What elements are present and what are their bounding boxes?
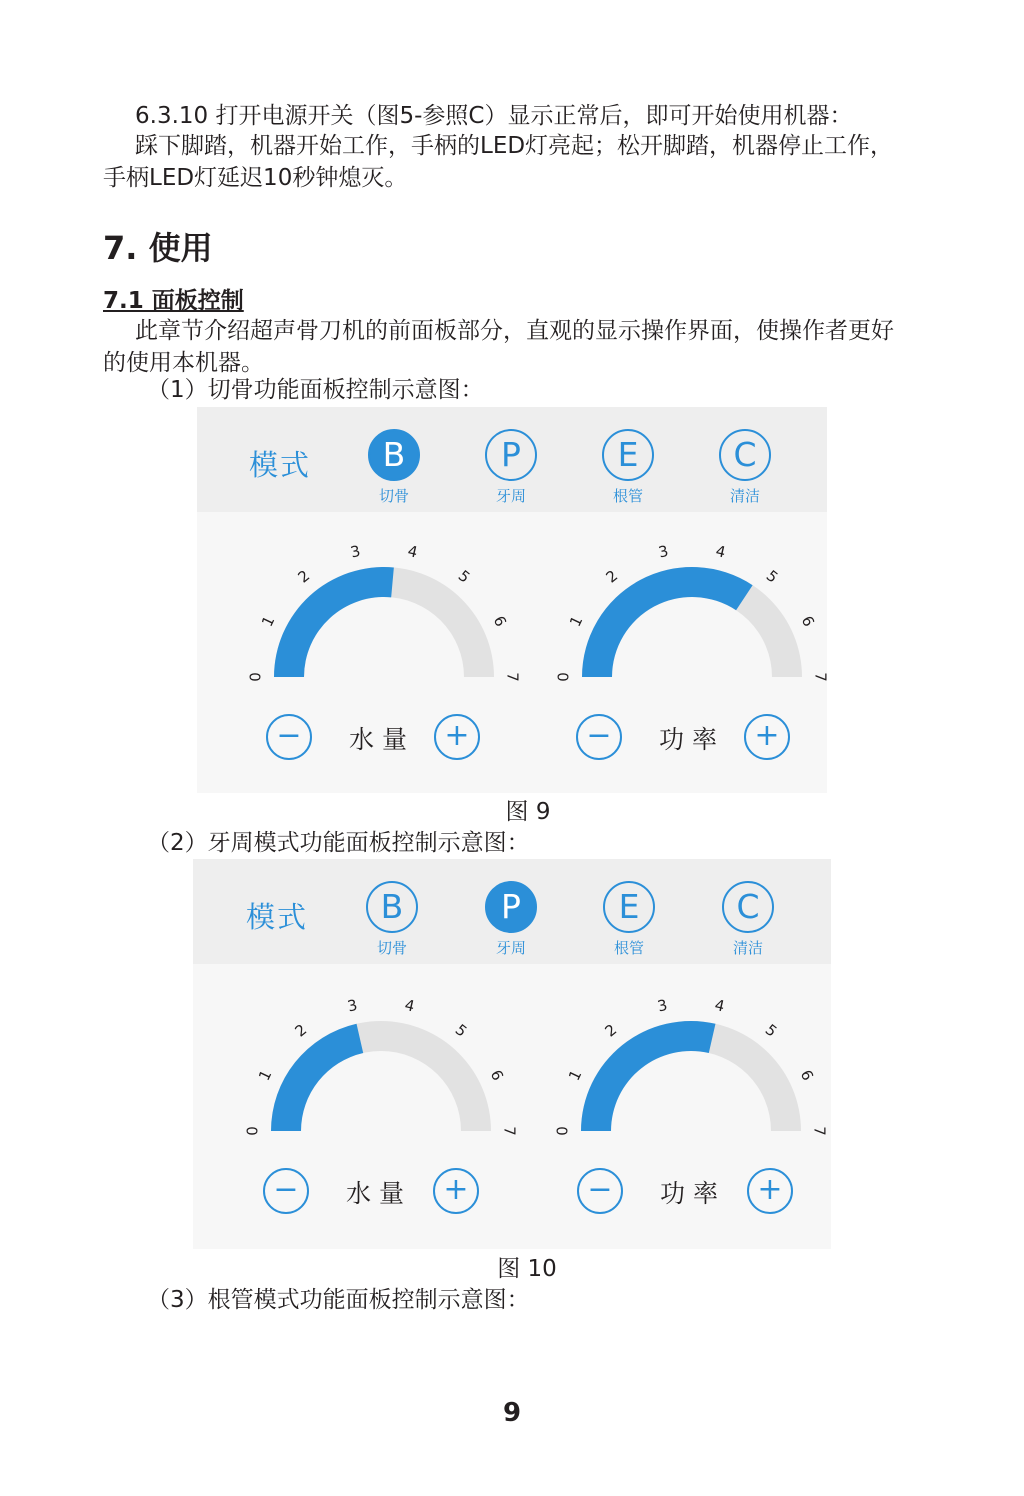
- figure-1-heading: （1）切骨功能面板控制示意图：: [147, 377, 484, 403]
- page-number: 9: [502, 1398, 522, 1428]
- gauge-tick-label: 5: [454, 566, 474, 587]
- gauge-tick-label: 7: [810, 1126, 829, 1136]
- power-label: 功率: [658, 725, 725, 754]
- gauge-fill: [271, 1024, 363, 1131]
- mode-button-p[interactable]: [483, 881, 539, 957]
- gauge-tick-label: 3: [348, 541, 363, 562]
- gauge-tick-label: 0: [243, 1126, 262, 1136]
- mode-letter: E: [602, 429, 654, 481]
- power-dial: [548, 986, 838, 1166]
- mode-button-e[interactable]: [601, 881, 657, 957]
- mode-bar: [193, 859, 831, 964]
- gauge-tick-label: 5: [762, 566, 782, 587]
- water-label: 水量: [345, 1179, 412, 1208]
- gauge-tick-label: 0: [246, 672, 265, 682]
- gauge-tick-label: 5: [451, 1020, 471, 1041]
- gauge-tick-label: 5: [761, 1020, 781, 1041]
- mode-button-b[interactable]: [364, 881, 420, 957]
- section-title: 7. 使用: [103, 229, 213, 267]
- gauge-tick-label: 2: [601, 1020, 621, 1041]
- control-panel-periodontal: [193, 859, 831, 1249]
- gauge-tick-label: 4: [402, 995, 417, 1016]
- gauge-tick-label: 0: [554, 672, 573, 682]
- mode-name: 根管: [613, 939, 644, 957]
- mode-letter: E: [603, 881, 655, 933]
- intro-line-1: 6.3.10 打开电源开关（图5-参照C）显示正常后，即可开始使用机器：: [135, 103, 853, 129]
- mode-button-c[interactable]: [717, 429, 773, 505]
- figure-1-caption: 图 9: [505, 799, 551, 825]
- mode-letter: B: [368, 429, 420, 481]
- power-gauge: [548, 986, 838, 1166]
- mode-name: 清洁: [732, 939, 763, 957]
- section-intro: 此章节介绍超声骨刀机的前面板部分，直观的显示操作界面，使操作者更好的使用本机器。: [103, 318, 894, 376]
- gauge-tick-label: 6: [796, 1067, 817, 1084]
- mode-button-e[interactable]: [600, 429, 656, 505]
- gauge-tick-label: 1: [258, 613, 279, 630]
- water-controls: [263, 1168, 493, 1218]
- mode-letter: B: [366, 881, 418, 933]
- water-gauge: [241, 532, 531, 712]
- mode-button-c[interactable]: [720, 881, 776, 957]
- power-dial: [549, 532, 839, 712]
- gauge-tick-label: 4: [405, 541, 420, 562]
- power-minus-button[interactable]: −: [577, 1168, 623, 1214]
- mode-label: 模式: [246, 900, 309, 934]
- gauge-tick-label: 3: [656, 541, 671, 562]
- water-plus-button[interactable]: +: [433, 1168, 479, 1214]
- gauge-tick-label: 0: [553, 1126, 572, 1136]
- power-gauge: [549, 532, 839, 712]
- gauge-tick-label: 1: [255, 1067, 276, 1084]
- mode-label: 模式: [249, 448, 312, 482]
- power-plus-button[interactable]: +: [744, 714, 790, 760]
- figure-2-caption: 图 10: [497, 1256, 557, 1282]
- gauge-tick-label: 1: [566, 613, 587, 630]
- mode-letter: P: [485, 881, 537, 933]
- water-dial: [238, 986, 528, 1166]
- mode-name: 清洁: [729, 487, 760, 505]
- water-dial: [241, 532, 531, 712]
- power-controls: [576, 714, 806, 764]
- gauge-fill: [582, 567, 753, 677]
- gauge-tick-label: 2: [291, 1020, 311, 1041]
- gauge-tick-label: 3: [655, 995, 670, 1016]
- mode-name: 切骨: [376, 939, 407, 957]
- subsection-title: 7.1 面板控制: [103, 288, 244, 314]
- gauge-tick-label: 2: [602, 566, 622, 587]
- mode-button-b[interactable]: [366, 429, 422, 505]
- water-gauge: [238, 986, 528, 1166]
- gauge-tick-label: 7: [500, 1126, 519, 1136]
- water-minus-button[interactable]: −: [263, 1168, 309, 1214]
- gauge-tick-label: 4: [713, 541, 728, 562]
- water-plus-button[interactable]: +: [434, 714, 480, 760]
- mode-button-p[interactable]: [483, 429, 539, 505]
- gauge-tick-label: 6: [797, 613, 818, 630]
- mode-name: 牙周: [495, 487, 526, 505]
- gauge-tick-label: 7: [503, 672, 522, 682]
- power-controls: [577, 1168, 807, 1218]
- figure-3-heading: （3）根管模式功能面板控制示意图：: [147, 1287, 530, 1313]
- water-controls: [266, 714, 496, 764]
- gauge-tick-label: 3: [345, 995, 360, 1016]
- mode-letter: P: [485, 429, 537, 481]
- gauge-tick-label: 6: [489, 613, 510, 630]
- water-label: 水量: [348, 725, 415, 754]
- intro-line-2: 踩下脚踏，机器开始工作，手柄的LED灯亮起；松开脚踏，机器停止工作，手柄LED灯延迟10秒钟熄灭。: [103, 133, 894, 191]
- mode-name: 切骨: [378, 487, 409, 505]
- gauge-tick-label: 6: [486, 1067, 507, 1084]
- mode-name: 根管: [612, 487, 643, 505]
- gauge-tick-label: 7: [811, 672, 830, 682]
- gauge-tick-label: 2: [294, 566, 314, 587]
- power-minus-button[interactable]: −: [576, 714, 622, 760]
- gauge-tick-label: 4: [712, 995, 727, 1016]
- figure-2-heading: （2）牙周模式功能面板控制示意图：: [147, 830, 530, 856]
- control-panel-cut-bone: [197, 407, 830, 793]
- gauge-fill: [581, 1021, 715, 1131]
- gauge-tick-label: 1: [565, 1067, 586, 1084]
- mode-bar: [197, 407, 827, 512]
- water-minus-button[interactable]: −: [266, 714, 312, 760]
- mode-name: 牙周: [495, 939, 526, 957]
- mode-letter: C: [719, 429, 771, 481]
- power-plus-button[interactable]: +: [747, 1168, 793, 1214]
- mode-letter: C: [722, 881, 774, 933]
- gauge-fill: [274, 567, 394, 677]
- power-label: 功率: [659, 1179, 726, 1208]
